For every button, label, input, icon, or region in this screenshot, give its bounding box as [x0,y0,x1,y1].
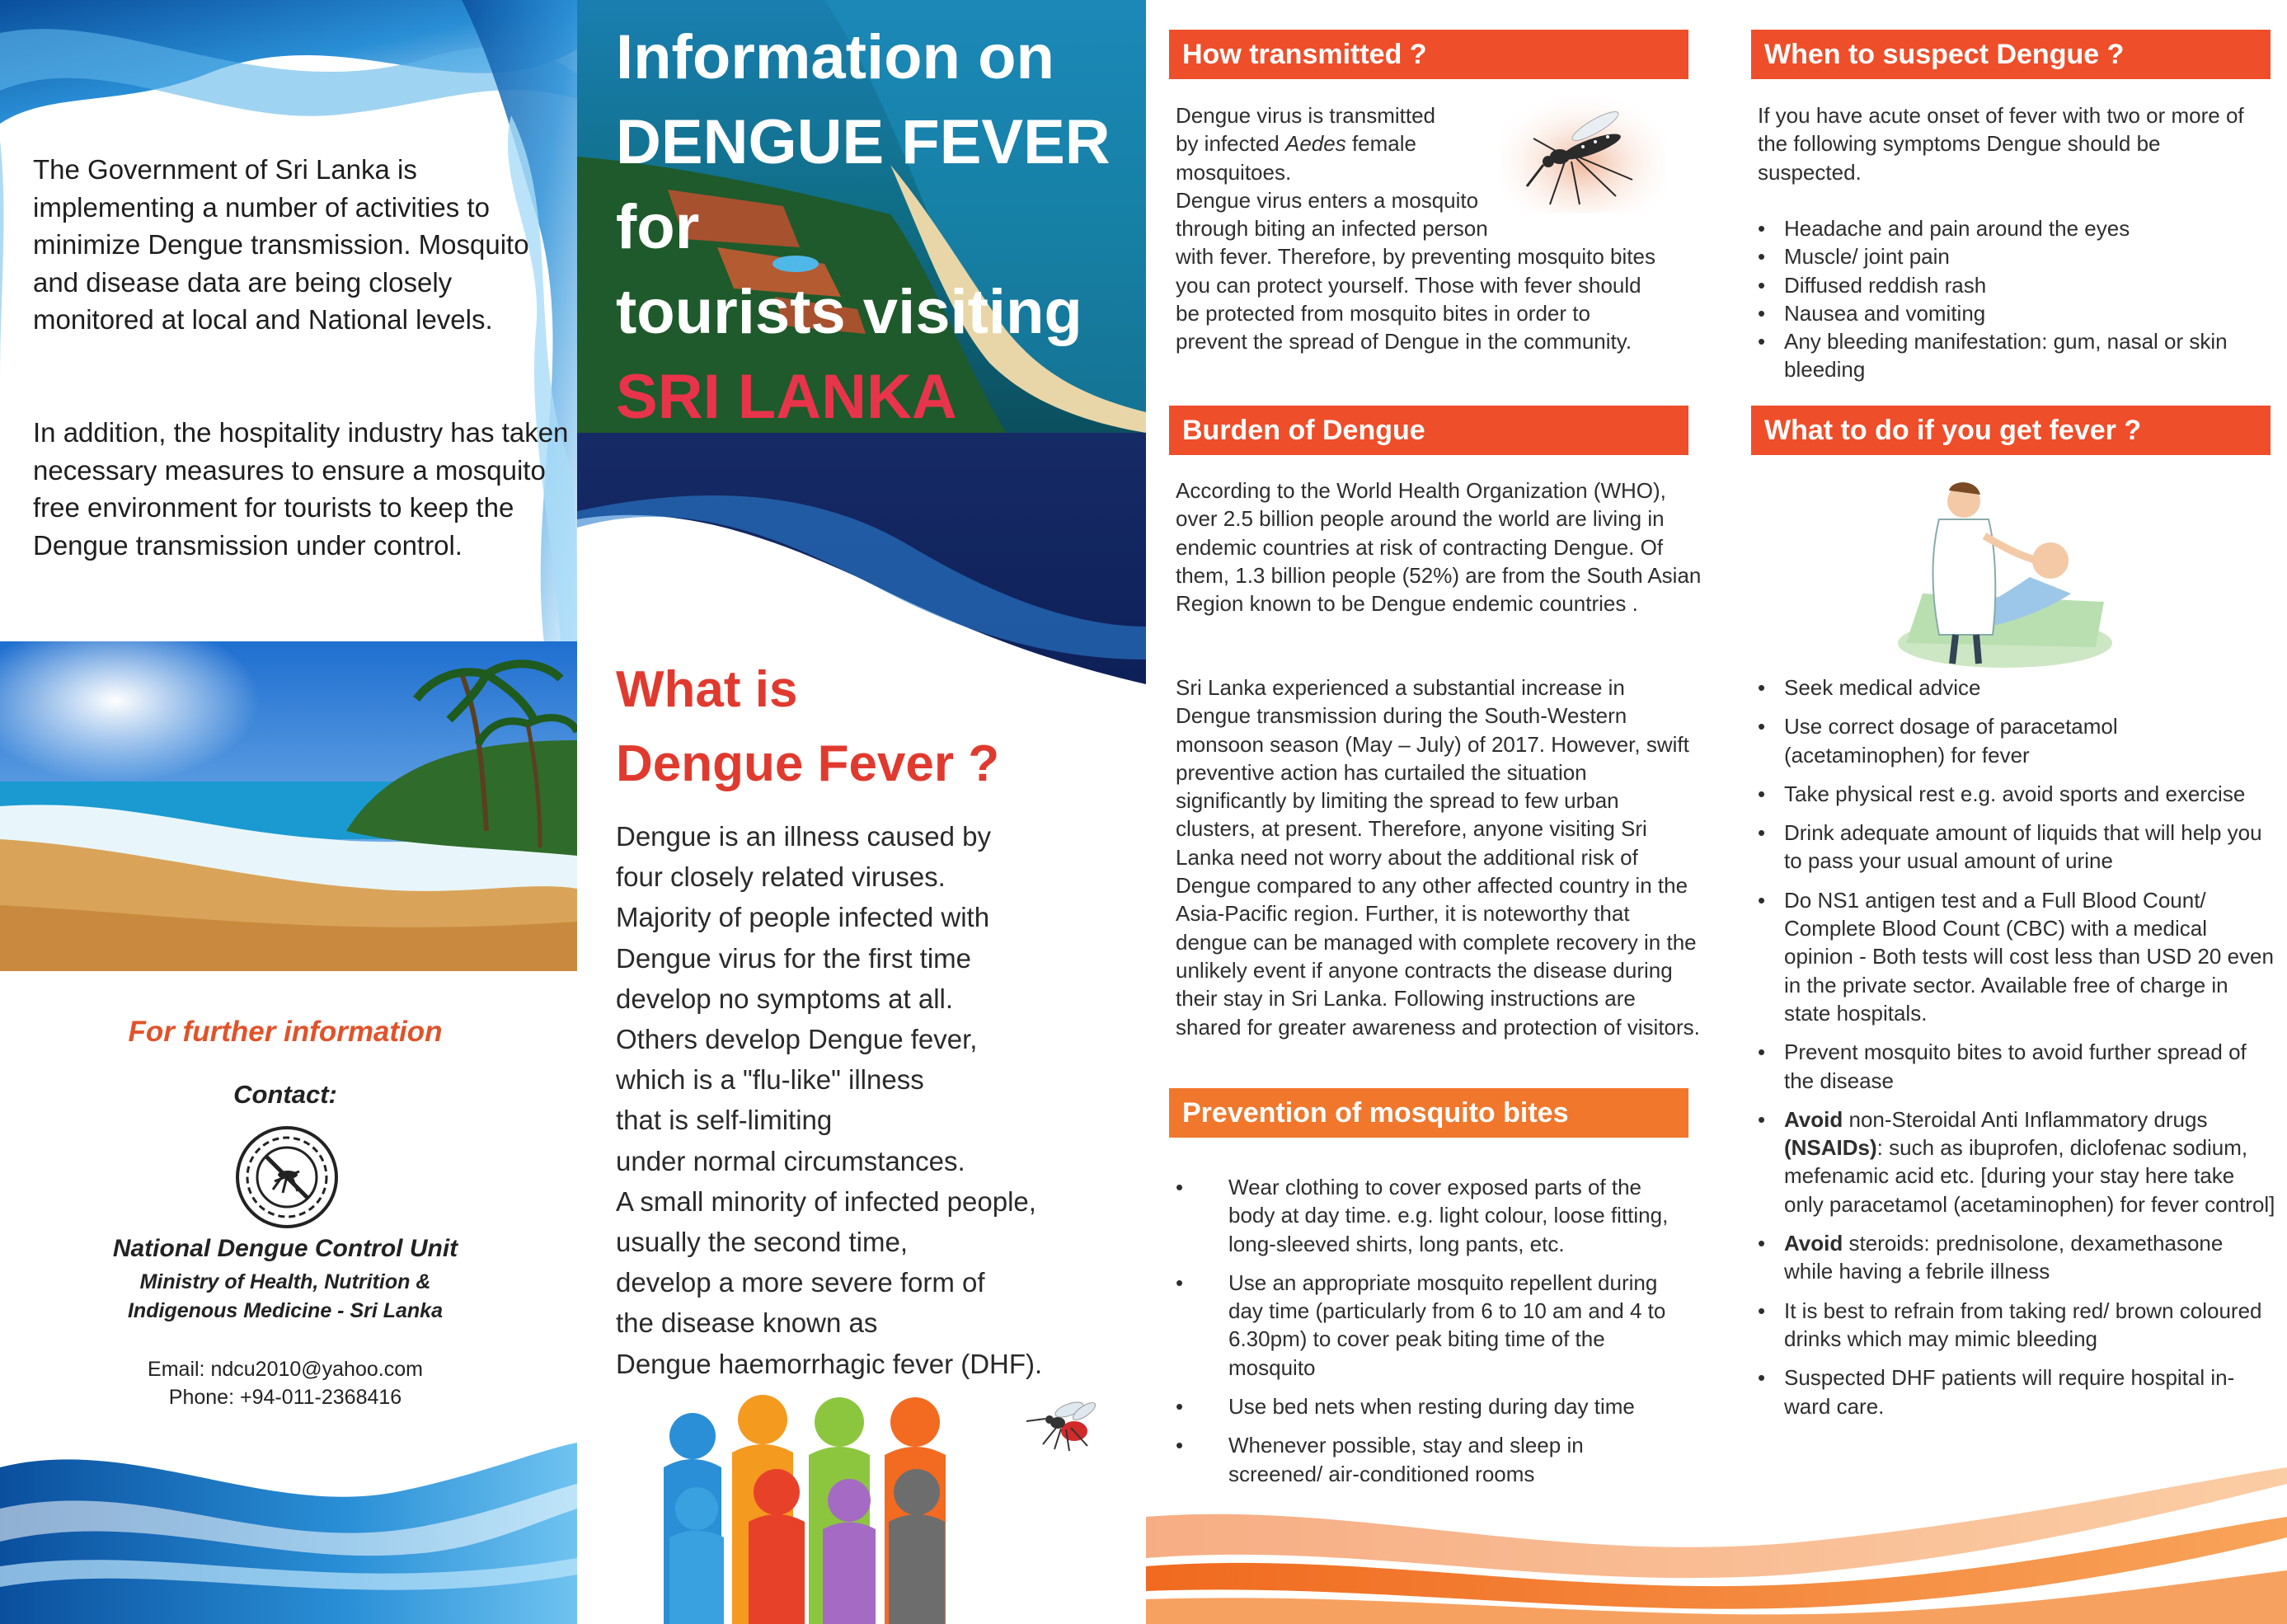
list-item: • Use an appropriate mosquito repellent during day time (particularly from 6 to 10 am and 4 to 6.30pm) to cover peak biting time of the mosquito [1176,1269,1670,1382]
people-group-illustration [627,1385,1055,1624]
ministry-line-1: Ministry of Health, Nutrition & [139,1270,431,1293]
doctor-patient-illustration [1873,470,2112,676]
ministry-name [0,1268,571,1326]
what-is-line: which is a "flu-like" illness [616,1064,924,1096]
list-item: • Do NS1 antigen test and a Full Blood Count/ Complete Blood Count (CBC) with a medical opinion - Both tests will cost less than USD 20 even in the private sector. Available free of charge in state hospitals. [1758,886,2277,1027]
cover-title-line-3: for [616,192,700,262]
list-item: • Whenever possible, stay and sleep in screened/ air-conditioned rooms [1176,1431,1670,1488]
transmitted-line [1176,129,1703,157]
transmitted-text: by infected [1176,131,1285,157]
ministry-line-2: Indigenous Medicine - Sri Lanka [127,1299,443,1322]
middle-info-panel [1146,0,1716,1624]
what-is-line: develop a more severe form of [616,1267,985,1298]
suspect-intro: If you have acute onset of fever with two or more of the following symptoms Dengue should be suspected. [1758,103,2244,185]
cover-title [616,15,1111,439]
what-is-line: that is self-limiting [616,1105,833,1136]
list-item: • Headache and pain around the eyes [1758,214,2269,242]
right-info-panel [1716,0,2287,1624]
what-is-heading-line-1: What is [616,661,798,718]
transmitted-line: with fever. Therefore, by preventing mosquito bites [1176,244,1655,270]
list-item: • Nausea and vomiting [1758,299,2269,327]
phone-number: Phone: +94-011-2368416 [168,1386,402,1409]
what-is-dengue-text [616,816,1127,1384]
what-is-line: Dengue haemorrhagic fever (DHF). [616,1348,1043,1379]
orange-wave-decoration [1146,1467,2287,1624]
burden-heading: Burden of Dengue [1169,406,1688,455]
what-is-line: Dengue is an illness caused by [616,821,991,852]
contact-details [0,1355,571,1411]
transmitted-line: be protected from mosquito bites in order to [1176,301,1590,326]
intro-paragraph-2: In addition, the hospitality industry has taken necessary measures to ensure a mosquito free environment for tourists to keep the Dengue transmission under control. [33,417,569,561]
transmitted-line: mosquitoes. [1176,159,1292,185]
transmitted-line: prevent the spread of Dengue in the community. [1176,329,1632,354]
steroid-text: steroids: prednisolone, dexamethasone while having a febrile illness [1784,1231,2224,1284]
nsaids-bold: (NSAIDs) [1784,1135,1877,1161]
fever-advice-list [1758,674,2277,1420]
list-item: • Diffused reddish rash [1758,271,2269,299]
nsaid-text: : such as ibuprofen, diclofenac sodium, mefenamic acid etc. [during your stay here take only paracetamol (acetaminophen) for fever control] [1784,1135,2275,1217]
what-is-heading-line-2: Dengue Fever ? [616,735,1000,792]
what-is-line: Dengue virus for the first time [616,942,971,974]
intro-paragraph-1: The Government of Sri Lanka is implementing a number of activities to minimize Dengue transmission. Mosquito and disease data are being closely monitored at local and National levels. [33,154,529,335]
cover-title-line-5: SRI LANKA [616,362,957,432]
what-is-line: develop no symptoms at all. [616,983,954,1014]
what-is-line: four closely related viruses. [616,861,946,893]
further-info-heading: For further information [128,1016,443,1048]
prevention-heading: Prevention of mosquito bites [1169,1088,1688,1138]
transmitted-line: Dengue virus enters a mosquito [1176,187,1479,213]
cover-panel [577,0,1146,1624]
avoid-bold: Avoid [1784,1106,1843,1132]
how-transmitted-text [1176,101,1703,356]
cover-title-line-2: DENGUE FEVER [616,107,1111,177]
list-item: • Wear clothing to cover exposed parts of the body at day time. e.g. light colour, loose fitting, long-sleeved shirts, long pants, etc. [1176,1173,1670,1258]
blue-wave-bottom-decoration [0,1418,577,1624]
list-item: • Any bleeding manifestation: gum, nasal or skin bleeding [1758,327,2269,384]
list-item-steroids [1758,1229,2277,1286]
what-is-line: the disease known as [616,1307,878,1339]
symptom-list [1758,214,2269,384]
list-item-nsaids [1758,1105,2277,1218]
transmitted-line: you can protect yourself. Those with fever should [1176,272,1641,298]
when-to-suspect-heading: When to suspect Dengue ? [1751,30,2271,79]
cover-title-line-4: tourists visiting [616,277,1082,347]
contact-label: Contact: [233,1080,337,1109]
burden-paragraph-1: According to the World Health Organization (WHO), over 2.5 billion people around the world are living in endemic countries at risk of contracting Dengue. Of them, 1.3 billion people (52%) are from the South Asian Region known to be Dengue endemic countries . [1176,478,1702,617]
list-item: • Use correct dosage of paracetamol (acetaminophen) for fever [1758,712,2277,769]
unit-name: National Dengue Control Unit [112,1235,458,1262]
what-to-do-heading: What to do if you get fever ? [1751,406,2271,455]
aedes-italic: Aedes [1284,131,1346,157]
transmitted-text: female [1345,131,1416,157]
what-is-line: usually the second time, [616,1227,909,1258]
list-item: • Seek medical advice [1758,674,2277,702]
left-panel [0,0,577,1624]
transmitted-line: Dengue virus is transmitted [1176,103,1436,128]
list-item: • Prevent mosquito bites to avoid further spread of the disease [1758,1038,2277,1095]
how-transmitted-heading: How transmitted ? [1169,30,1688,79]
what-is-line: A small minority of infected people, [616,1185,1036,1217]
what-is-line: under normal circumstances. [616,1145,965,1176]
list-item: • Muscle/ joint pain [1758,242,2269,270]
what-is-dengue-heading [616,653,999,801]
list-item: • Suspected DHF patients will require hospital in-ward care. [1758,1364,2277,1420]
nsaid-text: non-Steroidal Anti Inflammatory drugs [1843,1106,2208,1132]
email-address[interactable]: Email: ndcu2010@yahoo.com [148,1358,423,1381]
list-item: • It is best to refrain from taking red/ brown coloured drinks which may mimic bleeding [1758,1297,2277,1354]
beach-photo [0,641,577,971]
list-item: • Take physical rest e.g. avoid sports and exercise [1758,780,2277,808]
prevention-list [1176,1173,1670,1488]
burden-paragraph-2: Sri Lanka experienced a substantial increase in Dengue transmission during the South-Western monsoon season (May – July) of 2017. However, swift preventive action has curtailed the situation significantly by limiting the spread to few urban clusters, at present. Therefore, anyone visiting Sri Lanka need not worry about the additional risk of Dengue compared to any other affected country in the Asia-Pacific region. Further, it is noteworthy that dengue can be managed with complete recovery in the unlikely event if anyone contracts the disease during their stay in Sri Lanka. Following instructions are shared for greater awareness and protection of visitors. [1176,675,1700,1040]
cover-title-line-1: Information on [616,22,1054,92]
list-item: • Drink adequate amount of liquids that will help you to pass your usual amount of urine [1758,819,2277,875]
transmitted-line: through biting an infected person [1176,216,1488,242]
what-is-line: Majority of people infected with [616,902,990,933]
list-item: • Use bed nets when resting during day time [1176,1392,1670,1420]
what-is-line: Others develop Dengue fever, [616,1024,978,1055]
ndcu-logo-icon [233,1124,340,1231]
avoid-bold: Avoid [1784,1231,1843,1256]
